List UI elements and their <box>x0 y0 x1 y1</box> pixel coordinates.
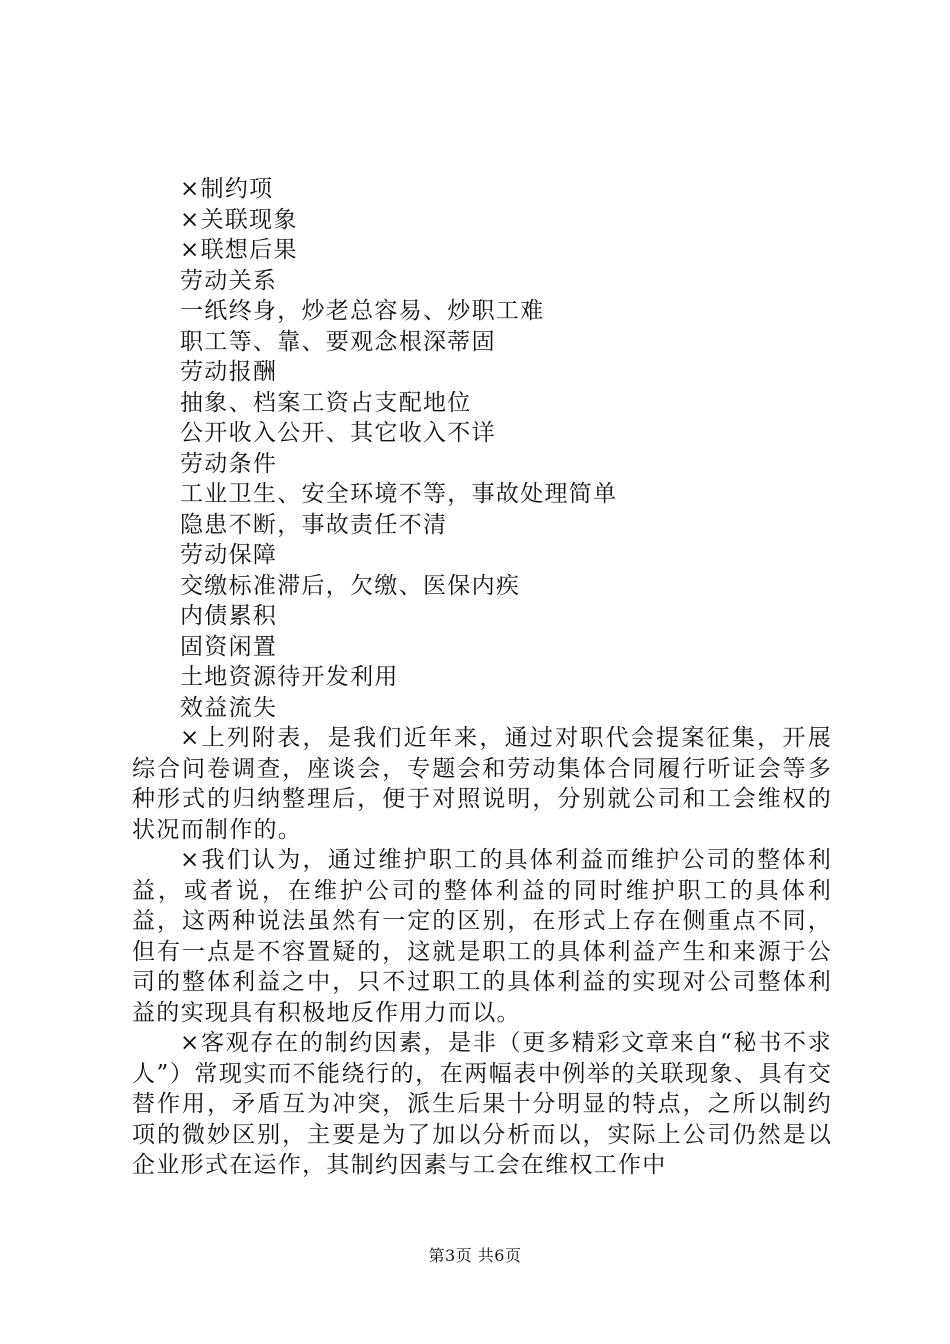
list-item: ×联想后果 <box>180 237 298 263</box>
body-paragraph: ×客观存在的制约因素，是非（更多精彩文章来自“秘书不求人”）常现实而不能绕行的，在两幅表中例举的关联现象、具有交替作用，矛盾互为冲突，派生后果十分明显的特点，之所以制约项的微妙区别，主要是为了加以分析而以，实际上公司仍然是以企业形式在运作，其制约因素与工会在维权工作中 <box>132 1030 832 1178</box>
list-item: 公开收入公开、其它收入不详 <box>180 420 496 446</box>
body-paragraph: ×我们认为，通过维护职工的具体利益而维护公司的整体利益，或者说，在维护公司的整体利益的同时维护职工的具体利益，这两种说法虽然有一定的区别，在形式上存在侧重点不同，但有一点是不容置疑的，这就是职工的具体利益产生和来源于公司的整体利益之中，只不过职工的具体利益的实现对公司整体利益的实现具有积极地反作用力而以。 <box>132 847 832 1026</box>
list-item: 劳动条件 <box>180 450 278 477</box>
list-item: ×制约项 <box>180 176 274 202</box>
list-item: 抽象、档案工资占支配地位 <box>180 389 472 416</box>
list-item: ×关联现象 <box>180 206 298 233</box>
list-item: 效益流失 <box>180 694 278 721</box>
list-item: 劳动报酬 <box>180 359 278 385</box>
document-body <box>132 174 832 1181</box>
list-item: 土地资源待开发利用 <box>180 664 399 690</box>
list-item: 隐患不断，事故责任不清 <box>180 511 448 538</box>
page-number-footer: 第3页 共6页 <box>428 1246 522 1265</box>
list-item: 内债累积 <box>180 603 278 629</box>
list-item: 交缴标准滞后，欠缴、医保内疾 <box>180 572 521 599</box>
list-item: 固资闲置 <box>180 633 278 660</box>
list-item: 劳动关系 <box>180 267 278 294</box>
list-item: 工业卫生、安全环境不等，事故处理简单 <box>180 481 618 507</box>
list-item: 一纸终身，炒老总容易、炒职工难 <box>180 298 545 324</box>
list-item: 职工等、靠、要观念根深蒂固 <box>180 328 496 355</box>
list-item: 劳动保障 <box>180 542 278 568</box>
body-paragraph: ×上列附表，是我们近年来，通过对职代会提案征集，开展综合问卷调查，座谈会，专题会和劳动集体合同履行听证会等多种形式的归纳整理后，便于对照说明，分别就公司和工会维权的状况而制作的。 <box>132 725 832 843</box>
